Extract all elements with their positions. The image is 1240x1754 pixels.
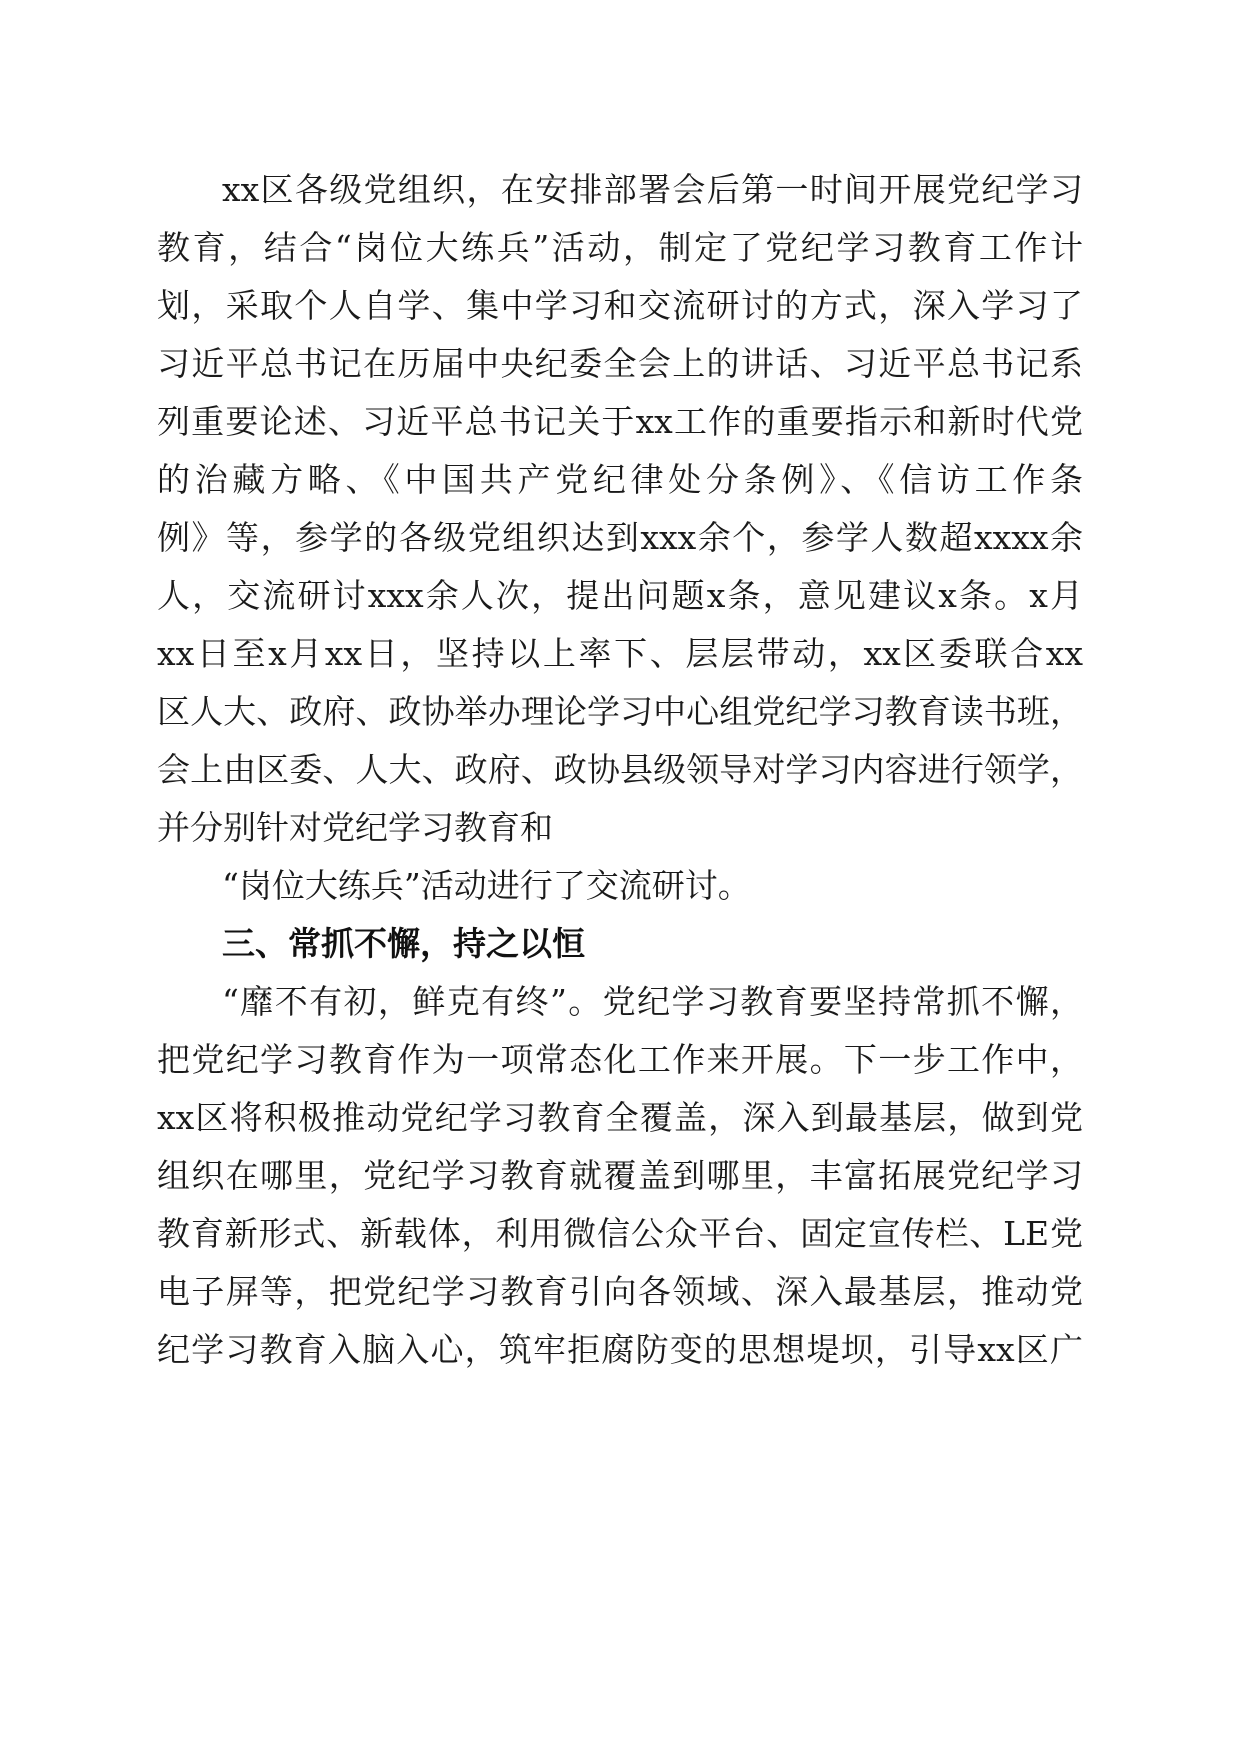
paragraph-1-line-11: 会上由区委、人大、政府、政协县级领导对学习内容进行领学， — [157, 750, 1083, 789]
paragraph-2-line-6: 电子屏等，把党纪学习教育引向各领域、深入最基层，推动党 — [157, 1272, 1083, 1311]
paragraph-1-line-5: 列重要论述、习近平总书记关于xx工作的重要指示和新时代党 — [157, 402, 1083, 441]
paragraph-1-line-6: 的治藏方略、《中国共产党纪律处分条例》、《信访工作条 — [157, 460, 1083, 499]
paragraph-1-line-4: 习近平总书记在历届中央纪委全会上的讲话、习近平总书记系 — [157, 344, 1083, 383]
paragraph-1-line-13: “岗位大练兵”活动进行了交流研讨。 — [222, 866, 751, 905]
section-3-heading: 三、常抓不懈，持之以恒 — [222, 924, 585, 963]
paragraph-1-line-2: 教育，结合“岗位大练兵”活动，制定了党纪学习教育工作计 — [157, 228, 1083, 267]
paragraph-2-line-2: 把党纪学习教育作为一项常态化工作来开展。下一步工作中， — [157, 1040, 1083, 1079]
paragraph-2-line-5: 教育新形式、新载体，利用微信公众平台、固定宣传栏、LE党 — [157, 1214, 1083, 1253]
paragraph-2-line-4: 组织在哪里，党纪学习教育就覆盖到哪里，丰富拓展党纪学习 — [157, 1156, 1083, 1195]
paragraph-1-line-1: xx区各级党组织，在安排部署会后第一时间开展党纪学习 — [222, 170, 1083, 209]
paragraph-2-line-3: xx区将积极推动党纪学习教育全覆盖，深入到最基层，做到党 — [157, 1098, 1083, 1137]
paragraph-1-line-10: 区人大、政府、政协举办理论学习中心组党纪学习教育读书班， — [157, 692, 1083, 731]
paragraph-2-line-1: “靡不有初，鲜克有终”。党纪学习教育要坚持常抓不懈， — [222, 982, 1083, 1021]
paragraph-2-line-7: 纪学习教育入脑入心，筑牢拒腐防变的思想堤坝，引导xx区广 — [157, 1330, 1083, 1369]
paragraph-1-line-8: 人，交流研讨xxx余人次，提出问题x条，意见建议x条。x月 — [157, 576, 1083, 615]
paragraph-1-line-12: 并分别针对党纪学习教育和 — [157, 808, 553, 847]
paragraph-1-line-9: xx日至x月xx日，坚持以上率下、层层带动，xx区委联合xx — [157, 634, 1083, 673]
paragraph-1-line-7: 例》等，参学的各级党组织达到xxx余个，参学人数超xxxx余 — [157, 518, 1083, 557]
paragraph-1-line-3: 划，采取个人自学、集中学习和交流研讨的方式，深入学习了 — [157, 286, 1083, 325]
